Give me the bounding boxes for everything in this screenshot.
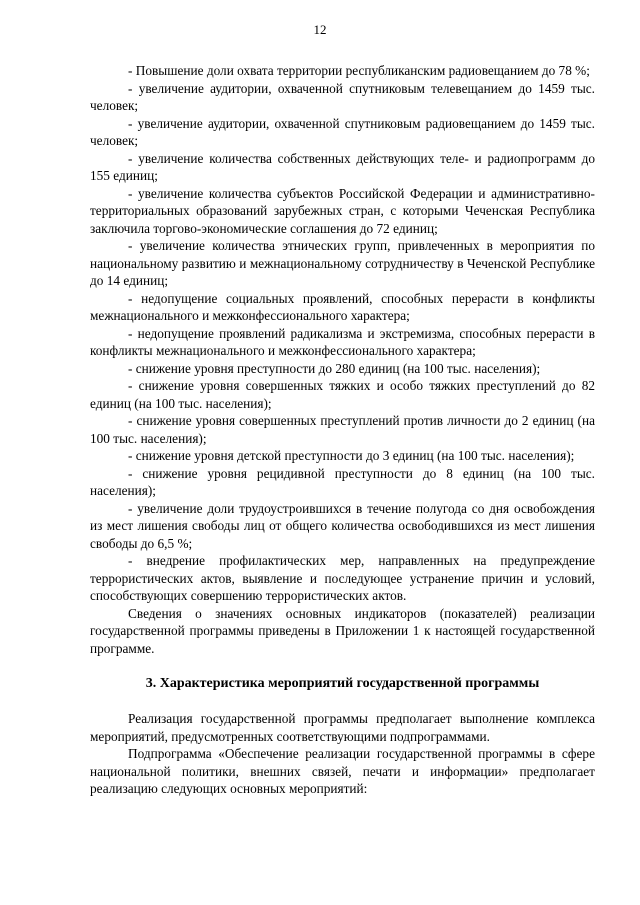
list-item: - увеличение количества этнических групп, привлеченных в мероприятия по национальному развитию и межнациональному сотрудничеству в Чеченской Республике до 14 единиц; bbox=[90, 238, 595, 288]
list-item: - снижение уровня рецидивной преступности до 8 единиц (на 100 тыс. населения); bbox=[90, 465, 595, 498]
list-item: - снижение уровня детской преступности до 3 единиц (на 100 тыс. населения); bbox=[128, 448, 575, 463]
list-item: - увеличение аудитории, охваченной спутниковым радиовещанием до 1459 тыс. человек; bbox=[90, 115, 595, 148]
section-heading: 3. Характеристика мероприятий государственной программы bbox=[145, 676, 540, 691]
list-item: - недопущение проявлений радикализма и экстремизма, способных перерасти в конфликты межнационального и межконфессионального характера; bbox=[90, 325, 595, 358]
list-item: - увеличение доли трудоустроившихся в течение полугода со дня освобождения из мест лишения свободы лиц от общего количества освободившихся из мест лишения свободы до 6,5 %; bbox=[90, 500, 595, 551]
list-item: - недопущение социальных проявлений, способных перерасти в конфликты межнационального и межконфессионального характера; bbox=[90, 290, 595, 323]
list-item: - снижение уровня совершенных тяжких и особо тяжких преступлений до 82 единиц (на 100 тыс. населения); bbox=[90, 378, 595, 411]
list-item: - увеличение количества субъектов Российской Федерации и административно-территориальных образований зарубежных стран, с которыми Чеченская Республика заключила торгово-экономические соглашения до 72 единиц; bbox=[90, 185, 595, 236]
body-paragraph: Сведения о значениях основных индикаторов (показателей) реализации государственной программы приведены в Приложении 1 к настоящей государственной программе. bbox=[90, 605, 595, 656]
body-paragraph: Реализация государственной программы предполагает выполнение комплекса мероприятий, предусмотренных соответствующими подпрограммами. bbox=[90, 711, 595, 744]
list-item: - снижение уровня совершенных преступлений против личности до 2 единиц (на 100 тыс. населения); bbox=[90, 413, 595, 446]
list-item: - снижение уровня преступности до 280 единиц (на 100 тыс. населения); bbox=[128, 360, 541, 376]
body-paragraph: Подпрограмма «Обеспечение реализации государственной программы в сфере национальной политики, внешних связей, печати и информации» предполагает реализацию следующих основных мероприятий: bbox=[90, 746, 595, 796]
list-item: - внедрение профилактических мер, направленных на предупреждение террористических актов, выявление и последующее устранение причин и условий, способствующих совершению террористических актов. bbox=[90, 553, 595, 603]
list-item: - увеличение количества собственных действующих теле- и радиопрограмм до 155 единиц; bbox=[90, 150, 595, 183]
document-body bbox=[90, 62, 595, 798]
list-item: - Повышение доли охвата территории республиканским радиовещанием до 78 %; bbox=[128, 63, 590, 78]
list-item: - увеличение аудитории, охваченной спутниковым телевещанием до 1459 тыс. человек; bbox=[90, 80, 595, 113]
page-number: 12 bbox=[313, 22, 327, 37]
